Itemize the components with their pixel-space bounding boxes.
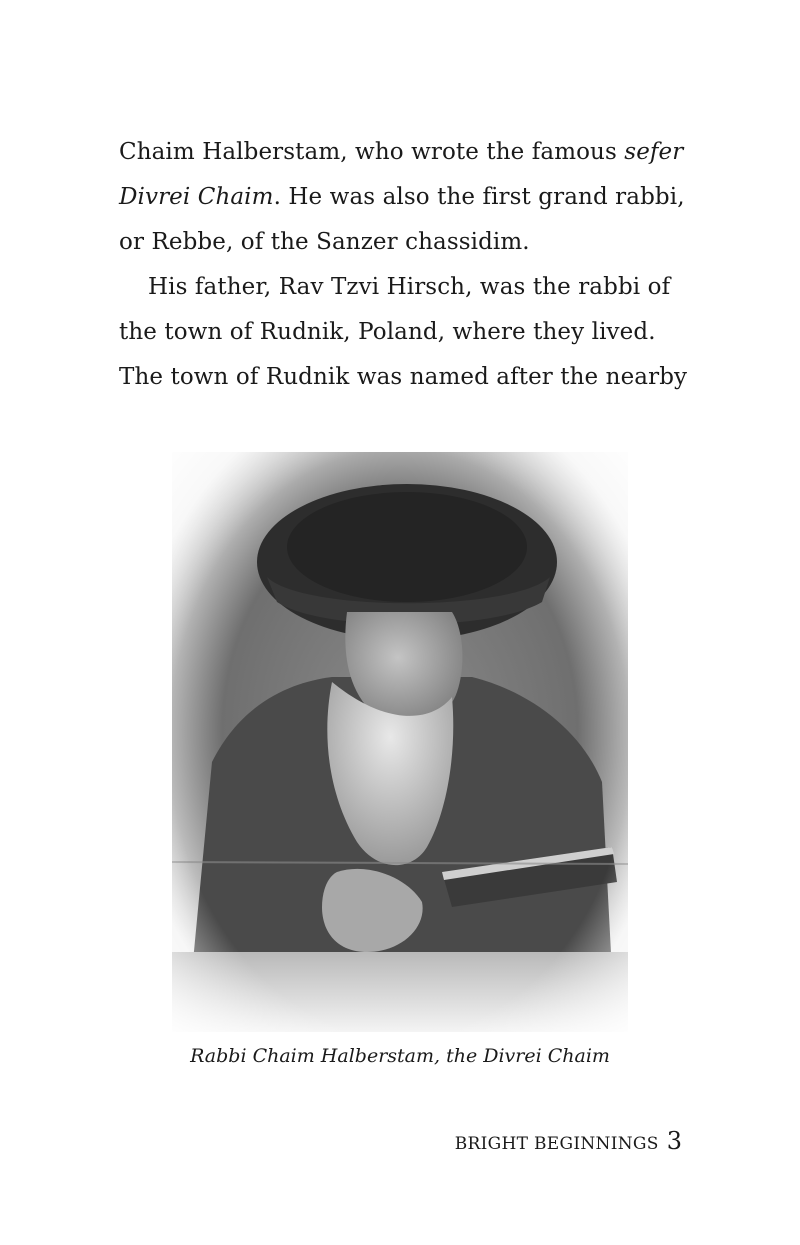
text-line-1: Chaim Halberstam, who wrote the famous sefer [119,139,684,165]
portrait-photo [172,452,628,1032]
running-head: BRIGHT BEGINNINGS [454,1134,659,1154]
text-line-3: or Rebbe, of the Sanzer chassidim. [119,229,530,255]
portrait-illustration [172,452,628,1032]
page-number: 3 [666,1127,682,1155]
text-line-5: the town of Rudnik, Poland, where they lived. [119,319,656,345]
body-text [119,130,699,400]
text-line-2: Divrei Chaim. He was also the first grand rabbi, [119,184,685,210]
page-footer [455,1127,682,1155]
text-line-6: The town of Rudnik was named after the nearby [119,364,688,390]
figure-caption: Rabbi Chaim Halberstam, the Divrei Chaim [190,1045,610,1067]
text-line-4: His father, Rav Tzvi Hirsch, was the rabbi of [148,274,671,300]
